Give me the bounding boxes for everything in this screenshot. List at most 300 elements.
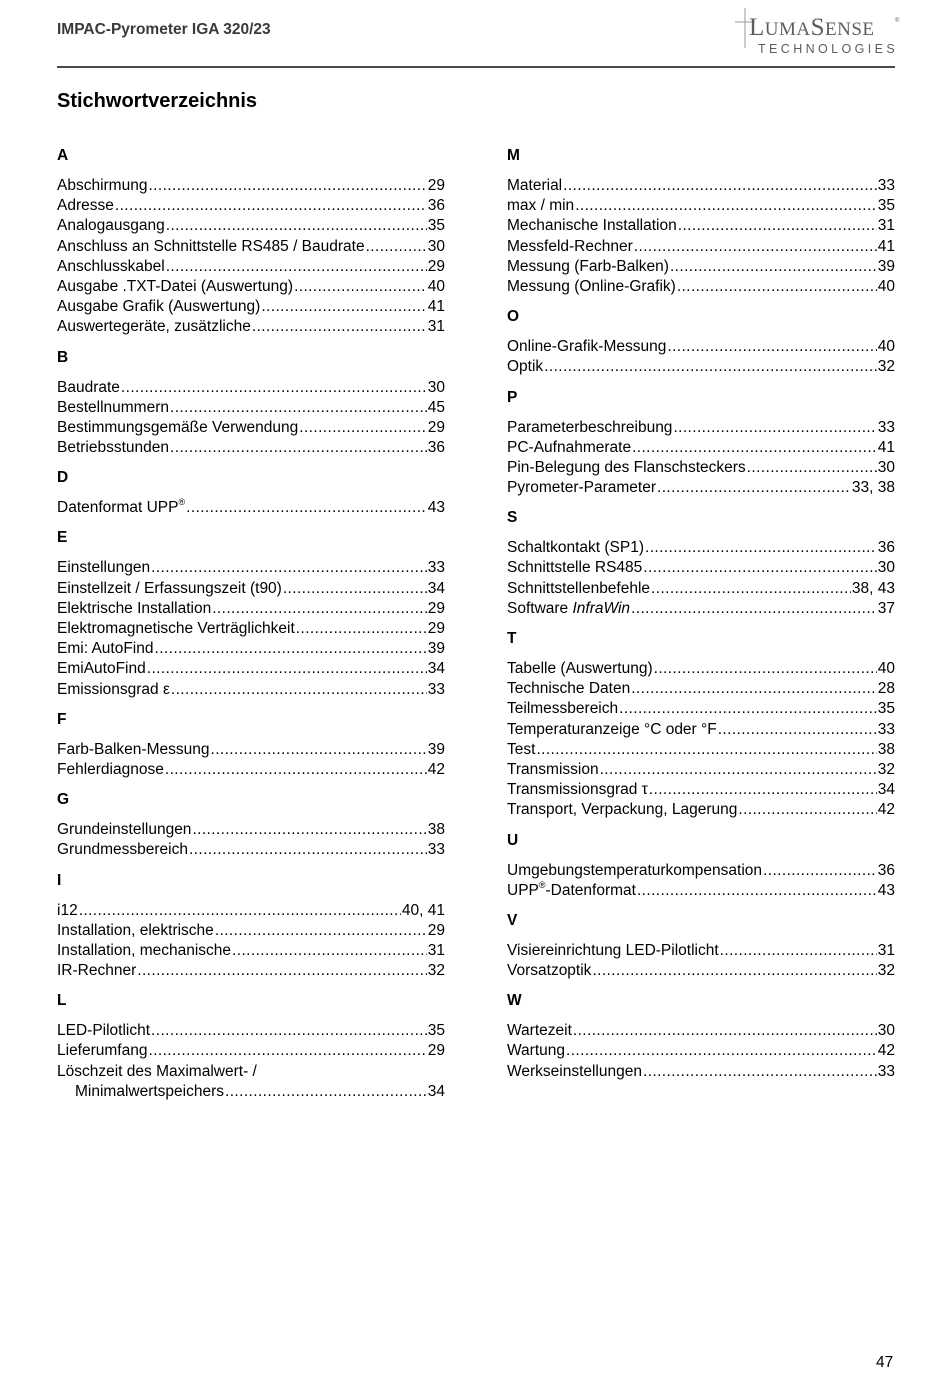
index-page: 35	[877, 197, 895, 215]
index-term-text: Technische Daten	[507, 680, 631, 698]
leader-dots	[651, 579, 851, 599]
index-group	[507, 911, 895, 981]
leader-dots	[631, 679, 877, 699]
index-term-text: Bestellnummern	[57, 398, 169, 416]
index-entry	[57, 438, 445, 458]
index-entry	[507, 237, 895, 257]
index-column-left	[57, 146, 445, 1112]
leader-dots	[299, 418, 427, 438]
index-entry	[57, 961, 445, 981]
index-term	[57, 196, 114, 216]
leader-dots	[643, 558, 876, 578]
index-term	[57, 277, 293, 297]
leader-dots	[649, 780, 877, 800]
leader-dots	[296, 619, 427, 639]
index-page: 33	[877, 720, 895, 738]
index-letter: V	[507, 911, 518, 929]
index-term	[507, 458, 746, 478]
index-term	[57, 378, 120, 398]
index-entry	[57, 498, 445, 518]
index-entry	[507, 1062, 895, 1082]
index-term	[57, 297, 260, 317]
leader-dots	[261, 297, 426, 317]
index-entry	[57, 680, 445, 700]
index-term-text: Transport, Verpackung, Lagerung	[507, 801, 738, 819]
index-term-text: Auswertegeräte, zusätzliche	[57, 318, 251, 336]
index-entry	[507, 941, 895, 961]
index-entry	[507, 257, 895, 277]
index-term-text: Tabelle (Auswertung)	[507, 660, 653, 677]
index-page: 39	[427, 640, 445, 658]
leader-dots	[294, 277, 427, 297]
index-term-text: Wartezeit	[507, 1022, 572, 1040]
index-letter: S	[507, 509, 518, 527]
leader-dots	[763, 861, 877, 881]
index-page: 31	[427, 941, 445, 959]
index-page: 40	[877, 277, 895, 295]
index-term: Löschzeit des Maximalwert- /	[57, 1062, 257, 1080]
index-term-text: Messfeld-Rechner	[507, 237, 633, 255]
leader-dots	[148, 1041, 426, 1061]
leader-dots	[573, 1021, 877, 1041]
index-entry	[57, 659, 445, 679]
index-term-text: Anschluss an Schnittstelle RS485 / Baudrate	[57, 237, 365, 255]
index-term	[57, 941, 231, 961]
leader-dots	[186, 498, 427, 518]
index-letter: P	[507, 388, 518, 406]
index-term-text: EmiAutoFind	[57, 660, 146, 678]
index-page: 39	[427, 740, 445, 758]
index-term	[57, 398, 169, 418]
index-entry	[57, 921, 445, 941]
index-page: 29	[427, 599, 445, 617]
index-group	[507, 388, 895, 499]
index-letter: D	[57, 469, 69, 487]
index-page: 29	[427, 418, 445, 436]
index-term-text: Parameterbeschreibung	[507, 418, 673, 436]
index-term-text: Mechanische Installation	[507, 217, 677, 235]
index-term	[507, 237, 633, 257]
registered-mark: ®	[178, 497, 186, 508]
index-term-text: Ausgabe .TXT-Datei (Auswertung)	[57, 277, 294, 295]
index-term	[57, 901, 78, 921]
index-group	[507, 508, 895, 619]
index-term-text: Einstellzeit / Erfassungszeit (t90)	[57, 579, 282, 597]
index-term	[507, 740, 535, 760]
index-term	[507, 881, 636, 901]
index-group	[507, 307, 895, 377]
index-term	[507, 196, 574, 216]
index-term	[507, 176, 562, 196]
index-term	[57, 257, 165, 277]
index-page: 40	[877, 338, 895, 356]
index-term-text: Einstellungen	[57, 559, 151, 577]
index-entry	[507, 699, 895, 719]
index-term-italic: InfraWin	[572, 599, 631, 617]
index-term-text: Schnittstelle RS485	[507, 559, 643, 577]
index-term	[507, 941, 719, 961]
leader-dots	[192, 820, 426, 840]
index-term	[57, 659, 146, 679]
index-term	[507, 478, 656, 498]
leader-dots	[563, 176, 877, 196]
index-page: 42	[877, 801, 895, 819]
index-term	[507, 357, 543, 377]
index-term	[57, 680, 170, 700]
index-term-text: Baudrate	[57, 378, 120, 396]
index-entry	[507, 679, 895, 699]
index-term-text: Messung (Online-Grafik)	[507, 277, 676, 295]
leader-dots	[747, 458, 877, 478]
leader-dots	[151, 1021, 427, 1041]
index-term-text: Software	[507, 599, 573, 617]
leader-dots	[170, 398, 427, 418]
index-letter: A	[57, 147, 69, 164]
leader-dots	[645, 538, 877, 558]
index-term	[57, 579, 282, 599]
index-page: 29	[427, 1042, 445, 1060]
index-entry	[507, 216, 895, 236]
index-entry	[57, 740, 445, 760]
leader-dots	[147, 659, 427, 679]
index-page: 38, 43	[851, 579, 895, 597]
index-term	[507, 760, 599, 780]
index-term-text: Wartung	[507, 1042, 566, 1060]
index-term-text: Emissionsgrad ε	[57, 680, 170, 698]
index-entry	[57, 760, 445, 780]
index-term	[57, 921, 214, 941]
index-page: 39	[877, 257, 895, 275]
index-term	[57, 599, 211, 619]
leader-dots	[155, 639, 427, 659]
leader-dots	[738, 800, 876, 820]
index-page: 45	[427, 398, 445, 416]
index-entry	[507, 277, 895, 297]
leader-dots	[592, 961, 876, 981]
leader-dots	[166, 257, 427, 277]
index-page: 37	[877, 599, 895, 617]
index-term-text: IR-Rechner	[57, 962, 137, 980]
index-entry	[57, 176, 445, 196]
index-term	[57, 558, 150, 578]
index-term-text: Adresse	[57, 197, 114, 215]
index-term-text: Datenformat UPP	[57, 499, 179, 517]
leader-dots	[210, 740, 426, 760]
index-term-text: Test	[507, 740, 536, 758]
index-page: 41	[427, 298, 445, 316]
index-page: 29	[427, 177, 445, 194]
index-page: 29	[427, 257, 445, 275]
leader-dots	[252, 317, 427, 337]
index-entry	[507, 599, 895, 619]
index-group	[507, 831, 895, 901]
index-page: 33	[877, 418, 895, 436]
index-term-text: Elektrische Installation	[57, 599, 212, 617]
index-page: 36	[877, 539, 895, 557]
index-term	[507, 438, 631, 458]
index-page: 30	[427, 237, 445, 255]
index-entry	[57, 418, 445, 438]
index-term	[507, 780, 648, 800]
index-term	[507, 1062, 642, 1082]
index-group	[57, 528, 445, 699]
index-term	[507, 699, 618, 719]
index-page: 31	[877, 217, 895, 235]
leader-dots	[637, 881, 877, 901]
leader-dots	[225, 1082, 427, 1102]
index-term-text: Installation, elektrische	[57, 921, 214, 939]
index-entry	[507, 458, 895, 478]
index-page: 35	[427, 1022, 445, 1040]
index-page: 30	[427, 378, 445, 396]
logo-registered-mark: ®	[895, 18, 900, 24]
index-term	[507, 1041, 565, 1061]
index-term: Minimalwertspeichers	[75, 1082, 225, 1100]
leader-dots	[673, 418, 876, 438]
index-entry	[507, 558, 895, 578]
index-letter: U	[507, 831, 519, 849]
index-term	[57, 498, 185, 518]
leader-dots	[718, 720, 877, 740]
index-term-text: Anschlusskabel	[57, 257, 165, 275]
index-term-text: Pyrometer-Parameter	[507, 479, 657, 497]
index-term-text: Online-Grafik-Messung	[507, 338, 667, 356]
index-entry	[507, 538, 895, 558]
index-term	[507, 961, 591, 981]
index-entry	[507, 337, 895, 357]
index-page: 43	[877, 881, 895, 899]
index-term-text: PC-Aufnahmerate	[507, 438, 632, 456]
index-term-text: Elektromagnetische Verträglichkeit	[57, 620, 295, 637]
page-heading: Stichwortverzeichnis	[57, 90, 258, 112]
index-entry	[57, 257, 445, 277]
index-term-text: Analogausgang	[57, 217, 165, 235]
index-page: 36	[427, 197, 445, 215]
index-entry	[57, 1041, 445, 1061]
index-entry	[507, 760, 895, 780]
index-term	[507, 579, 650, 599]
index-term-text: Schnittstellenbefehle	[507, 579, 651, 597]
leader-dots	[544, 357, 877, 377]
index-page: 42	[877, 1042, 895, 1060]
leader-dots	[215, 921, 427, 941]
leader-dots	[632, 438, 877, 458]
leader-dots	[171, 680, 427, 700]
leader-dots	[151, 558, 427, 578]
index-page: 34	[427, 660, 445, 678]
index-term-text: Transmissionsgrad τ	[507, 781, 648, 799]
index-entry	[507, 1041, 895, 1061]
index-page: 30	[877, 559, 895, 577]
index-term-text: Installation, mechanische	[57, 941, 232, 959]
leader-dots	[189, 840, 427, 860]
index-entry	[57, 1021, 445, 1041]
index-term-text: Visiereinrichtung LED-Pilotlicht	[507, 941, 719, 959]
index-term	[507, 216, 677, 236]
index-term-text: Bestimmungsgemäße Verwendung	[57, 418, 299, 436]
index-term-text: Transmission	[507, 760, 599, 778]
index-letter: B	[57, 348, 69, 366]
index-term	[57, 820, 191, 840]
index-group	[57, 146, 445, 338]
index-term	[507, 861, 762, 881]
index-page: 30	[877, 458, 895, 476]
registered-mark: ®	[538, 879, 546, 890]
index-entry	[57, 579, 445, 599]
index-term	[57, 438, 169, 458]
leader-dots	[670, 257, 877, 277]
index-term	[507, 538, 644, 558]
index-page: 31	[427, 318, 445, 336]
leader-dots	[667, 337, 876, 357]
index-term-text: Teilmessbereich	[507, 700, 619, 718]
leader-dots	[634, 237, 877, 257]
index-term	[57, 176, 147, 196]
index-term	[507, 659, 653, 679]
index-entry	[57, 196, 445, 216]
leader-dots	[79, 901, 401, 921]
index-page: 32	[877, 962, 895, 980]
index-entry	[57, 317, 445, 337]
index-page: 32	[427, 962, 445, 980]
leader-dots	[631, 599, 877, 619]
index-page: 31	[877, 941, 895, 959]
index-page: 29	[427, 921, 445, 939]
index-letter: W	[507, 992, 522, 1010]
index-page: 33	[427, 841, 445, 859]
index-entry	[507, 740, 895, 760]
index-group	[507, 629, 895, 821]
index-page: 32	[877, 760, 895, 778]
index-term	[57, 840, 188, 860]
index-page: 33	[877, 1062, 895, 1080]
leader-dots	[283, 579, 427, 599]
index-term-text: Messung (Farb-Balken)	[507, 257, 669, 275]
index-term-text: max / min	[507, 197, 575, 215]
index-entry	[57, 297, 445, 317]
index-letter: G	[57, 791, 70, 809]
index-term	[57, 317, 251, 337]
lumasense-logo	[735, 4, 905, 62]
index-entry	[57, 619, 445, 639]
index-entry	[57, 901, 445, 921]
index-term-text: Grundeinstellungen	[57, 821, 192, 839]
leader-dots	[212, 599, 427, 619]
index-term-text: Fehlerdiagnose	[57, 760, 164, 778]
index-entry	[507, 800, 895, 820]
index-entry	[507, 478, 895, 498]
leader-dots	[575, 196, 877, 216]
index-term	[507, 1021, 572, 1041]
index-term	[57, 1041, 147, 1061]
index-term	[507, 800, 737, 820]
index-entry	[507, 1021, 895, 1041]
index-term	[57, 639, 154, 659]
index-page: 30	[877, 1022, 895, 1040]
leader-dots	[677, 277, 877, 297]
leader-dots	[536, 740, 876, 760]
index-entry	[507, 780, 895, 800]
index-term-text: Emi: AutoFind	[57, 640, 154, 658]
index-term	[507, 257, 669, 277]
index-page: 33, 38	[851, 479, 895, 497]
leader-dots	[619, 699, 877, 719]
index-page: 40, 41	[401, 901, 445, 919]
index-entry	[507, 418, 895, 438]
header-divider	[57, 66, 895, 68]
leader-dots	[643, 1062, 877, 1082]
index-term-text: LED-Pilotlicht	[57, 1022, 151, 1040]
index-term-text: Ausgabe Grafik (Auswertung)	[57, 298, 261, 316]
index-term-text: Umgebungstemperaturkompensation	[507, 861, 763, 879]
leader-dots	[137, 961, 427, 981]
index-entry	[57, 1062, 445, 1082]
index-term-text: Lieferumfang	[57, 1042, 148, 1060]
page-number: 47	[876, 1354, 894, 1371]
index-page: 36	[427, 439, 445, 457]
index-page: 29	[427, 620, 445, 637]
index-letter: F	[57, 710, 67, 728]
leader-dots	[166, 216, 427, 236]
index-entry-continuation	[57, 1082, 445, 1102]
index-page: 41	[877, 237, 895, 255]
index-page: 33	[877, 177, 895, 194]
leader-dots	[654, 659, 877, 679]
index-term-text: Temperaturanzeige °C oder °F	[507, 720, 717, 738]
leader-dots	[232, 941, 427, 961]
index-page: 34	[877, 781, 895, 799]
leader-dots	[148, 176, 426, 196]
index-term-text: i12	[57, 901, 78, 919]
index-term-suffix: -Datenformat	[545, 881, 636, 899]
index-group	[507, 991, 895, 1082]
index-group	[507, 146, 895, 297]
index-page: 35	[877, 700, 895, 718]
index-term-text: Schaltkontakt (SP1)	[507, 539, 644, 557]
index-term	[507, 599, 630, 619]
index-term	[57, 760, 164, 780]
index-page: 32	[877, 358, 895, 376]
leader-dots	[121, 378, 427, 398]
index-entry	[507, 861, 895, 881]
index-entry	[57, 599, 445, 619]
index-entry	[57, 277, 445, 297]
index-entry	[507, 881, 895, 901]
index-group	[57, 468, 445, 518]
index-page: 42	[427, 760, 445, 778]
index-term-text: Farb-Balken-Messung	[57, 740, 210, 758]
index-term	[507, 720, 717, 740]
index-entry	[57, 398, 445, 418]
index-entry	[57, 941, 445, 961]
index-entry	[507, 579, 895, 599]
index-term	[507, 679, 630, 699]
index-group	[57, 348, 445, 459]
index-group	[57, 790, 445, 860]
index-term-text: Werkseinstellungen	[507, 1062, 642, 1080]
index-term-text: Material	[507, 177, 563, 194]
index-page: 34	[427, 1082, 445, 1100]
index-letter: I	[57, 871, 62, 889]
index-term-text: Abschirmung	[57, 177, 148, 194]
index-page: 28	[877, 680, 895, 698]
index-page: 33	[427, 680, 445, 698]
index-page: 36	[877, 861, 895, 879]
index-entry	[507, 357, 895, 377]
index-page: 40	[427, 277, 445, 295]
index-entry	[507, 438, 895, 458]
index-letter: M	[507, 147, 520, 164]
